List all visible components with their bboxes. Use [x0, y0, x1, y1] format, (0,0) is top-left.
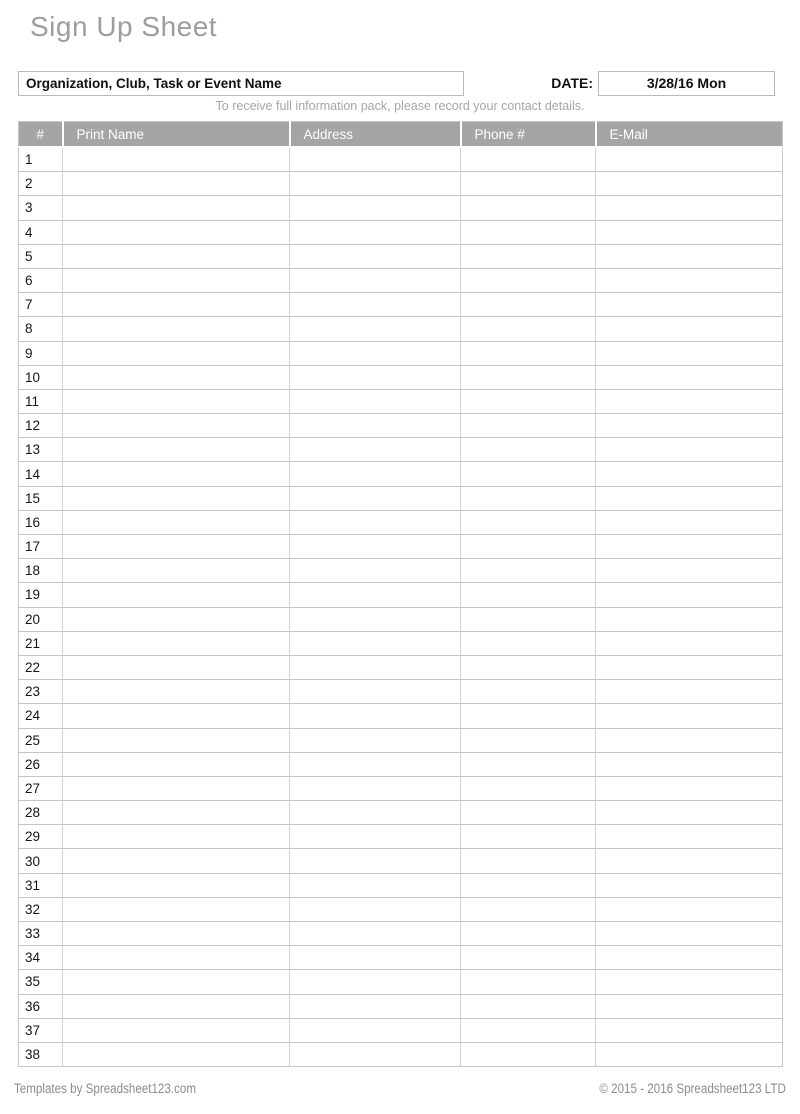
email-cell[interactable]	[596, 172, 783, 196]
table-row	[19, 535, 783, 559]
print-name-cell[interactable]	[63, 728, 290, 752]
print-name-cell[interactable]	[63, 244, 290, 268]
row-number-cell: 33	[19, 922, 63, 946]
email-cell[interactable]	[596, 825, 783, 849]
phone-cell[interactable]	[461, 655, 596, 679]
print-name-cell[interactable]	[63, 510, 290, 534]
row-number-cell: 1	[19, 147, 63, 172]
row-number-cell: 3	[19, 196, 63, 220]
address-cell[interactable]	[290, 680, 461, 704]
phone-cell[interactable]	[461, 752, 596, 776]
email-cell[interactable]	[596, 873, 783, 897]
phone-cell[interactable]	[461, 607, 596, 631]
phone-cell[interactable]	[461, 922, 596, 946]
print-name-cell[interactable]	[63, 631, 290, 655]
print-name-cell[interactable]	[63, 897, 290, 921]
phone-cell[interactable]	[461, 680, 596, 704]
row-number-cell: 27	[19, 776, 63, 800]
email-cell[interactable]	[596, 559, 783, 583]
phone-cell[interactable]	[461, 196, 596, 220]
row-number-cell: 32	[19, 897, 63, 921]
table-header-row	[19, 122, 783, 148]
table-row	[19, 825, 783, 849]
address-cell[interactable]	[290, 849, 461, 873]
email-cell[interactable]	[596, 704, 783, 728]
table-row	[19, 583, 783, 607]
address-cell[interactable]	[290, 341, 461, 365]
table-row	[19, 196, 783, 220]
table-row	[19, 728, 783, 752]
address-cell[interactable]	[290, 317, 461, 341]
email-cell[interactable]	[596, 922, 783, 946]
phone-cell[interactable]	[461, 728, 596, 752]
address-cell[interactable]	[290, 655, 461, 679]
phone-cell[interactable]	[461, 293, 596, 317]
table-row	[19, 293, 783, 317]
table-row	[19, 680, 783, 704]
print-name-cell[interactable]	[63, 946, 290, 970]
row-number-cell: 9	[19, 341, 63, 365]
print-name-cell[interactable]	[63, 365, 290, 389]
phone-cell[interactable]	[461, 873, 596, 897]
phone-cell[interactable]	[461, 172, 596, 196]
row-number-cell: 12	[19, 414, 63, 438]
phone-cell[interactable]	[461, 462, 596, 486]
email-cell[interactable]	[596, 341, 783, 365]
print-name-cell[interactable]	[63, 414, 290, 438]
table-row	[19, 607, 783, 631]
email-cell[interactable]	[596, 535, 783, 559]
phone-cell[interactable]	[461, 438, 596, 462]
address-cell[interactable]	[290, 438, 461, 462]
phone-cell[interactable]	[461, 849, 596, 873]
table-row	[19, 486, 783, 510]
table-row	[19, 801, 783, 825]
row-number-cell: 7	[19, 293, 63, 317]
phone-cell[interactable]	[461, 510, 596, 534]
table-row	[19, 922, 783, 946]
row-number-cell: 35	[19, 970, 63, 994]
row-number-cell: 31	[19, 873, 63, 897]
table-row	[19, 655, 783, 679]
email-cell[interactable]	[596, 994, 783, 1018]
table-row	[19, 365, 783, 389]
row-number-cell: 24	[19, 704, 63, 728]
print-name-cell[interactable]	[63, 655, 290, 679]
address-cell[interactable]	[290, 970, 461, 994]
address-cell[interactable]	[290, 583, 461, 607]
print-name-cell[interactable]	[63, 1018, 290, 1042]
table-row	[19, 849, 783, 873]
address-cell[interactable]	[290, 268, 461, 292]
address-cell[interactable]	[290, 293, 461, 317]
phone-cell[interactable]	[461, 970, 596, 994]
address-cell[interactable]	[290, 946, 461, 970]
phone-cell[interactable]	[461, 704, 596, 728]
address-cell[interactable]	[290, 172, 461, 196]
table-row	[19, 462, 783, 486]
table-row	[19, 268, 783, 292]
phone-cell[interactable]	[461, 1042, 596, 1066]
email-cell[interactable]	[596, 752, 783, 776]
phone-cell[interactable]	[461, 341, 596, 365]
email-cell[interactable]	[596, 365, 783, 389]
print-name-cell[interactable]	[63, 752, 290, 776]
email-cell[interactable]	[596, 486, 783, 510]
print-name-cell[interactable]	[63, 801, 290, 825]
print-name-cell[interactable]	[63, 317, 290, 341]
print-name-cell[interactable]	[63, 1042, 290, 1066]
row-number-cell: 20	[19, 607, 63, 631]
table-row	[19, 873, 783, 897]
print-name-cell[interactable]	[63, 873, 290, 897]
email-cell[interactable]	[596, 268, 783, 292]
row-number-cell: 37	[19, 1018, 63, 1042]
print-name-cell[interactable]	[63, 535, 290, 559]
email-cell[interactable]	[596, 414, 783, 438]
print-name-cell[interactable]	[63, 922, 290, 946]
table-row	[19, 631, 783, 655]
phone-cell[interactable]	[461, 147, 596, 172]
table-row	[19, 970, 783, 994]
page-title: Sign Up Sheet	[30, 11, 218, 42]
row-number-cell: 15	[19, 486, 63, 510]
email-cell[interactable]	[596, 244, 783, 268]
address-cell[interactable]	[290, 704, 461, 728]
address-cell[interactable]	[290, 486, 461, 510]
phone-cell[interactable]	[461, 559, 596, 583]
address-cell[interactable]	[290, 196, 461, 220]
row-number-cell: 26	[19, 752, 63, 776]
table-row	[19, 897, 783, 921]
table-row	[19, 172, 783, 196]
email-cell[interactable]	[596, 607, 783, 631]
email-cell[interactable]	[596, 849, 783, 873]
email-cell[interactable]	[596, 776, 783, 800]
address-cell[interactable]	[290, 776, 461, 800]
row-number-cell: 16	[19, 510, 63, 534]
print-name-cell[interactable]	[63, 462, 290, 486]
footer-credit: Templates by Spreadsheet123.com	[14, 1081, 196, 1096]
address-cell[interactable]	[290, 414, 461, 438]
print-name-cell[interactable]	[63, 268, 290, 292]
table-row	[19, 1018, 783, 1042]
address-cell[interactable]	[290, 994, 461, 1018]
phone-cell[interactable]	[461, 365, 596, 389]
row-number-cell: 2	[19, 172, 63, 196]
email-cell[interactable]	[596, 438, 783, 462]
column-header-address: Address	[290, 122, 461, 148]
address-cell[interactable]	[290, 244, 461, 268]
print-name-cell[interactable]	[63, 147, 290, 172]
phone-cell[interactable]	[461, 389, 596, 413]
phone-cell[interactable]	[461, 994, 596, 1018]
address-cell[interactable]	[290, 510, 461, 534]
row-number-cell: 4	[19, 220, 63, 244]
email-cell[interactable]	[596, 655, 783, 679]
print-name-cell[interactable]	[63, 849, 290, 873]
column-header-email: E-Mail	[596, 122, 783, 148]
row-number-cell: 11	[19, 389, 63, 413]
row-number-cell: 14	[19, 462, 63, 486]
address-cell[interactable]	[290, 607, 461, 631]
email-cell[interactable]	[596, 897, 783, 921]
row-number-cell: 8	[19, 317, 63, 341]
print-name-cell[interactable]	[63, 220, 290, 244]
address-cell[interactable]	[290, 752, 461, 776]
print-name-cell[interactable]	[63, 994, 290, 1018]
email-cell[interactable]	[596, 220, 783, 244]
email-cell[interactable]	[596, 510, 783, 534]
table-row	[19, 994, 783, 1018]
table-row	[19, 438, 783, 462]
print-name-cell[interactable]	[63, 583, 290, 607]
phone-cell[interactable]	[461, 1018, 596, 1042]
row-number-cell: 6	[19, 268, 63, 292]
email-cell[interactable]	[596, 196, 783, 220]
row-number-cell: 36	[19, 994, 63, 1018]
table-row	[19, 220, 783, 244]
table-row	[19, 559, 783, 583]
phone-cell[interactable]	[461, 946, 596, 970]
phone-cell[interactable]	[461, 631, 596, 655]
phone-cell[interactable]	[461, 776, 596, 800]
print-name-cell[interactable]	[63, 680, 290, 704]
print-name-cell[interactable]	[63, 776, 290, 800]
email-cell[interactable]	[596, 293, 783, 317]
phone-cell[interactable]	[461, 244, 596, 268]
date-field[interactable]: 3/28/16 Mon	[598, 71, 775, 96]
phone-cell[interactable]	[461, 220, 596, 244]
address-cell[interactable]	[290, 801, 461, 825]
row-number-cell: 38	[19, 1042, 63, 1066]
print-name-cell[interactable]	[63, 970, 290, 994]
phone-cell[interactable]	[461, 268, 596, 292]
print-name-cell[interactable]	[63, 486, 290, 510]
signup-table	[18, 121, 783, 1067]
address-cell[interactable]	[290, 897, 461, 921]
address-cell[interactable]	[290, 922, 461, 946]
table-row	[19, 147, 783, 172]
table-row	[19, 414, 783, 438]
row-number-cell: 18	[19, 559, 63, 583]
email-cell[interactable]	[596, 1018, 783, 1042]
phone-cell[interactable]	[461, 486, 596, 510]
address-cell[interactable]	[290, 631, 461, 655]
row-number-cell: 5	[19, 244, 63, 268]
address-cell[interactable]	[290, 728, 461, 752]
instruction-text: To receive full information pack, please record your contact details.	[215, 99, 585, 113]
print-name-cell[interactable]	[63, 196, 290, 220]
table-row	[19, 317, 783, 341]
address-cell[interactable]	[290, 873, 461, 897]
address-cell[interactable]	[290, 462, 461, 486]
row-number-cell: 25	[19, 728, 63, 752]
phone-cell[interactable]	[461, 535, 596, 559]
row-number-cell: 28	[19, 801, 63, 825]
email-cell[interactable]	[596, 631, 783, 655]
email-cell[interactable]	[596, 583, 783, 607]
address-cell[interactable]	[290, 825, 461, 849]
row-number-cell: 34	[19, 946, 63, 970]
address-cell[interactable]	[290, 535, 461, 559]
address-cell[interactable]	[290, 559, 461, 583]
email-cell[interactable]	[596, 389, 783, 413]
column-header-phone: Phone #	[461, 122, 596, 148]
phone-cell[interactable]	[461, 801, 596, 825]
organization-name-field[interactable]: Organization, Club, Task or Event Name	[18, 71, 464, 96]
phone-cell[interactable]	[461, 414, 596, 438]
address-cell[interactable]	[290, 389, 461, 413]
table-row	[19, 776, 783, 800]
email-cell[interactable]	[596, 1042, 783, 1066]
print-name-cell[interactable]	[63, 607, 290, 631]
print-name-cell[interactable]	[63, 559, 290, 583]
row-number-cell: 17	[19, 535, 63, 559]
phone-cell[interactable]	[461, 317, 596, 341]
phone-cell[interactable]	[461, 825, 596, 849]
row-number-cell: 21	[19, 631, 63, 655]
table-row	[19, 704, 783, 728]
email-cell[interactable]	[596, 970, 783, 994]
footer-copyright: © 2015 - 2016 Spreadsheet123 LTD	[599, 1081, 786, 1096]
print-name-cell[interactable]	[63, 704, 290, 728]
email-cell[interactable]	[596, 317, 783, 341]
address-cell[interactable]	[290, 365, 461, 389]
row-number-cell: 22	[19, 655, 63, 679]
table-row	[19, 244, 783, 268]
date-label: DATE:	[551, 75, 593, 91]
address-cell[interactable]	[290, 147, 461, 172]
row-number-cell: 10	[19, 365, 63, 389]
phone-cell[interactable]	[461, 583, 596, 607]
row-number-cell: 30	[19, 849, 63, 873]
email-cell[interactable]	[596, 801, 783, 825]
email-cell[interactable]	[596, 946, 783, 970]
email-cell[interactable]	[596, 462, 783, 486]
table-row	[19, 1042, 783, 1066]
print-name-cell[interactable]	[63, 293, 290, 317]
column-header-number: #	[19, 122, 63, 148]
email-cell[interactable]	[596, 680, 783, 704]
address-cell[interactable]	[290, 1042, 461, 1066]
print-name-cell[interactable]	[63, 341, 290, 365]
email-cell[interactable]	[596, 147, 783, 172]
address-cell[interactable]	[290, 1018, 461, 1042]
email-cell[interactable]	[596, 728, 783, 752]
table-row	[19, 946, 783, 970]
print-name-cell[interactable]	[63, 172, 290, 196]
address-cell[interactable]	[290, 220, 461, 244]
print-name-cell[interactable]	[63, 389, 290, 413]
row-number-cell: 13	[19, 438, 63, 462]
row-number-cell: 19	[19, 583, 63, 607]
column-header-print-name: Print Name	[63, 122, 290, 148]
table-row	[19, 510, 783, 534]
table-row	[19, 752, 783, 776]
phone-cell[interactable]	[461, 897, 596, 921]
table-row	[19, 389, 783, 413]
table-row	[19, 341, 783, 365]
row-number-cell: 29	[19, 825, 63, 849]
print-name-cell[interactable]	[63, 438, 290, 462]
row-number-cell: 23	[19, 680, 63, 704]
print-name-cell[interactable]	[63, 825, 290, 849]
